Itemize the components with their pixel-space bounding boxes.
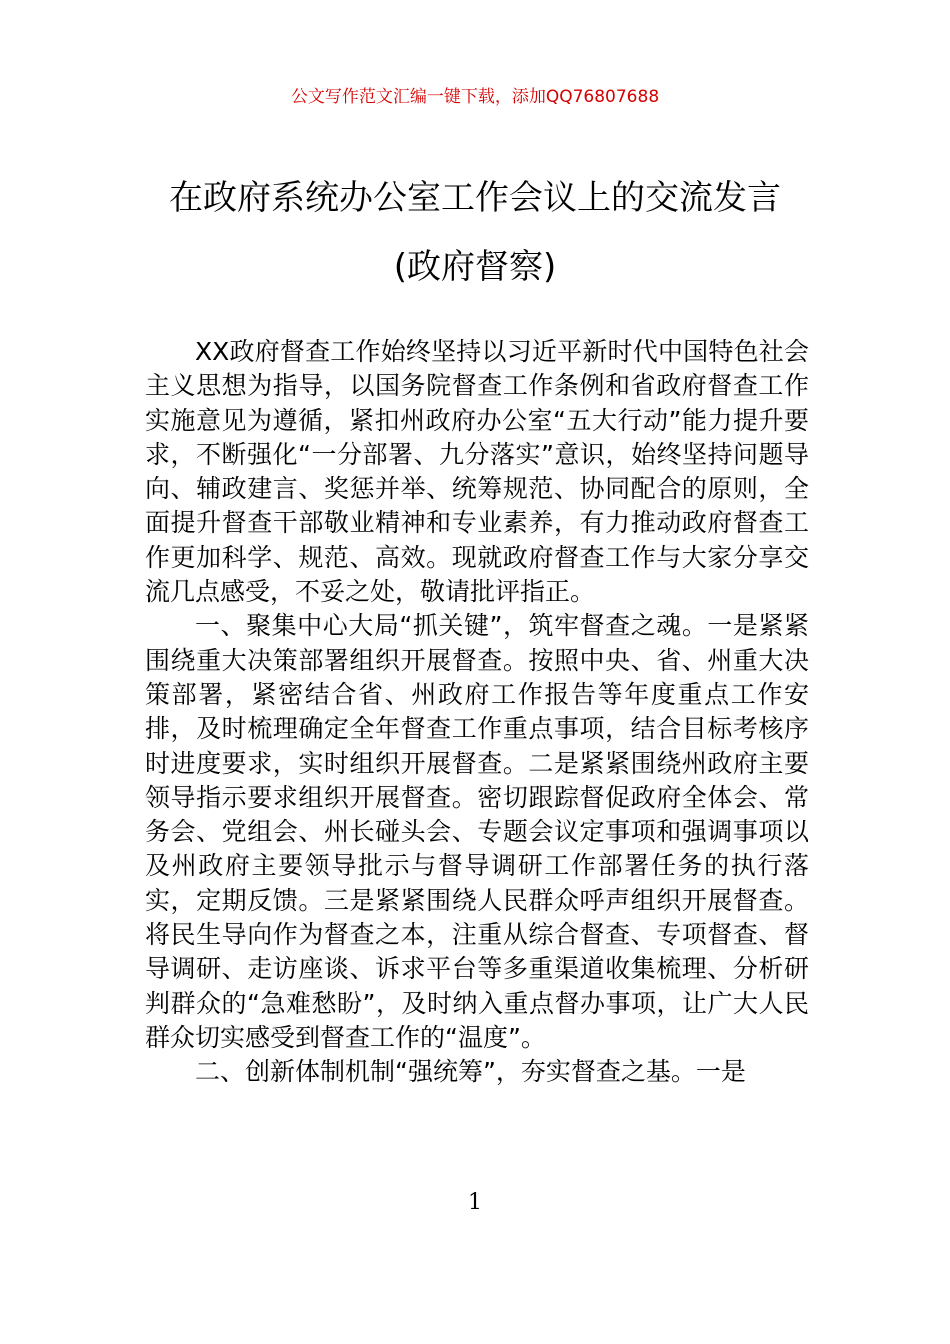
paragraph-section-two: 二、创新体制机制“强统筹”，夯实督查之基。一是 [195,1057,746,1087]
document-title: 在政府系统办公室工作会议上的交流发言 [169,178,781,218]
document-subtitle: (政府督察) [393,247,557,287]
page-number: 1 [468,1190,482,1215]
paragraph-section-one: 一、聚集中心大局“抓关键”，筑牢督查之魂。一是紧紧围绕重大决策部署组织开展督查。按照中央、省、州重大决策部署，紧密结合省、州政府工作报告等年度重点工作安排，及时梳理确定全年督查工作重点事项，结合目标考核序时进度要求，实时组织开展督查。二是紧紧围绕州政府主要领导指示要求组织开展督查。密切跟踪督促政府全体会、常务会、党组会、州长碰头会、专题会议定事项和强调事项以及州政府主要领导批示与督导调研工作部署任务的执行落实，定期反馈。三是紧紧围绕人民群众呼声组织开展督查。将民生导向作为督查之本，注重从综合督查、专项督查、督导调研、走访座谈、诉求平台等多重渠道收集梳理、分析研判群众的“急难愁盼”，及时纳入重点督办事项，让广大人民群众切实感受到督查工作的“温度”。 [145,611,809,1052]
document-body [145,335,809,1090]
header-note: 公文写作范文汇编一键下载，添加QQ76807688 [290,87,660,107]
paragraph-intro: XX政府督查工作始终坚持以习近平新时代中国特色社会主义思想为指导，以国务院督查工作条例和省政府督查工作实施意见为遵循，紧扣州政府办公室“五大行动”能力提升要求，不断强化“一分部署、九分落实”意识，始终坚持问题导向、辅政建言、奖惩并举、统筹规范、协同配合的原则，全面提升督查干部敬业精神和专业素养，有力推动政府督查工作更加科学、规范、高效。现就政府督查工作与大家分享交流几点感受，不妥之处，敬请批评指正。 [145,337,809,607]
